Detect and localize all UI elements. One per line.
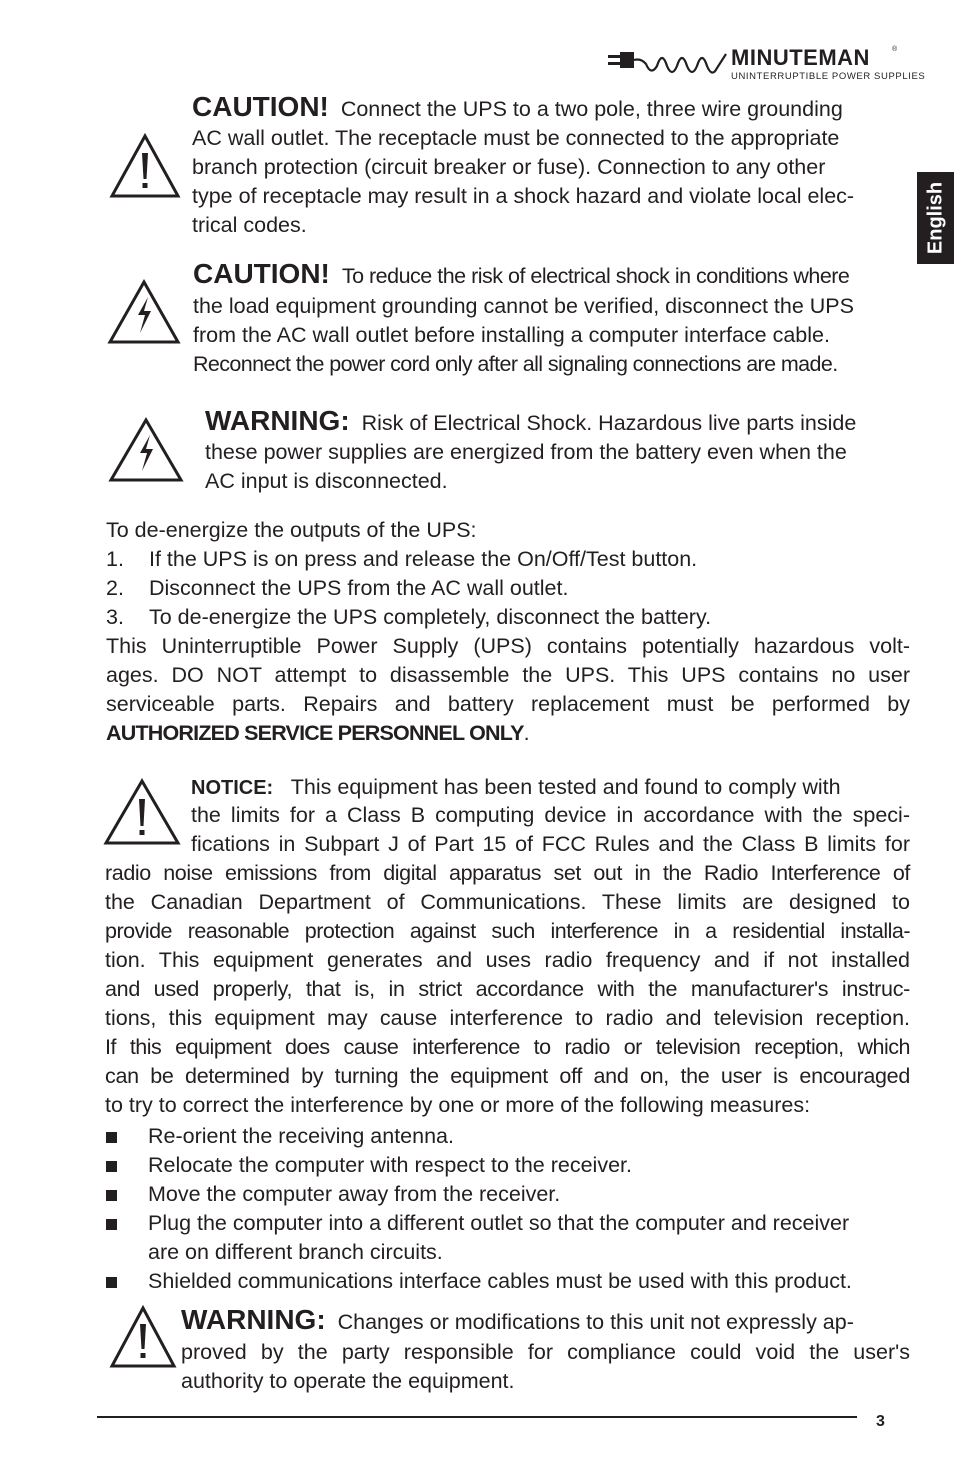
warning-text: AC input is disconnected.	[205, 469, 448, 493]
deenergize-intro: To de-energize the outputs of the UPS:	[106, 518, 477, 542]
notice-text: radio noise emissions from digital apparatus set out in the Radio Interference of	[105, 861, 910, 885]
step-number: 3.	[106, 605, 124, 629]
caution-text: the load equipment grounding cannot be verified, disconnect the UPS	[193, 294, 854, 318]
electrical-hazard-icon	[107, 279, 181, 345]
step-text: Disconnect the UPS from the AC wall outlet.	[149, 576, 569, 600]
ups-paragraph: serviceable parts. Repairs and battery replacement must be performed by	[106, 692, 910, 716]
square-bullet-icon	[106, 1190, 117, 1201]
notice-text: provide reasonable protection against such interference in a residential installa-	[105, 919, 910, 943]
list-item: Relocate the computer with respect to the receiver.	[148, 1153, 632, 1177]
exclamation-warning-icon	[109, 1305, 177, 1369]
step-number: 1.	[106, 547, 124, 571]
square-bullet-icon	[106, 1277, 117, 1288]
caution-text: To reduce the risk of electrical shock in conditions where	[341, 264, 850, 288]
caution-text: from the AC wall outlet before installing a computer interface cable.	[193, 323, 830, 347]
notice-text: This equipment has been tested and found to comply with	[290, 775, 841, 799]
ups-paragraph: This Uninterruptible Power Supply (UPS) contains potentially hazardous volt-	[106, 634, 910, 658]
warning-text: these power supplies are energized from the battery even when the	[205, 440, 847, 464]
notice-text: tion. This equipment generates and uses radio frequency and if not installed	[105, 948, 910, 972]
ups-paragraph: ages. DO NOT attempt to disassemble the UPS. This UPS contains no user	[106, 663, 910, 687]
notice-text: to try to correct the interference by one or more of the following measures:	[105, 1093, 811, 1117]
warning-heading: WARNING:	[205, 405, 350, 436]
warning-text: Risk of Electrical Shock. Hazardous live parts inside	[361, 411, 857, 435]
exclamation-warning-icon	[109, 133, 181, 199]
caution-text: Reconnect the power cord only after all signaling connections are made.	[193, 352, 838, 376]
list-item-continuation: are on different branch circuits.	[148, 1240, 443, 1264]
caution-text: branch protection (circuit breaker or fuse). Connection to any other	[192, 155, 826, 179]
power-plug-icon	[606, 46, 730, 80]
notice-heading: NOTICE:	[191, 777, 274, 799]
exclamation-warning-icon	[103, 778, 181, 846]
square-bullet-icon	[106, 1219, 117, 1230]
caution-text: Connect the UPS to a two pole, three wire grounding	[340, 97, 843, 121]
warning-heading: WARNING:	[181, 1304, 326, 1335]
caution-text: AC wall outlet. The receptacle must be connected to the appropriate	[192, 126, 840, 150]
warning-text: authority to operate the equipment.	[181, 1369, 515, 1393]
square-bullet-icon	[106, 1132, 117, 1143]
step-text: To de-energize the UPS completely, disconnect the battery.	[149, 605, 712, 629]
list-item: Plug the computer into a different outlet so that the computer and receiver	[148, 1211, 850, 1235]
caution-text: type of receptacle may result in a shock hazard and violate local elec-	[192, 184, 855, 208]
list-item: Move the computer away from the receiver.	[148, 1182, 561, 1206]
warning-text: Changes or modifications to this unit not expressly ap-	[337, 1310, 854, 1334]
language-tab-label: English	[924, 181, 946, 255]
list-item: Shielded communications interface cables must be used with this product.	[148, 1269, 852, 1293]
notice-text: can be determined by turning the equipment off and on, the user is encouraged	[105, 1064, 910, 1088]
caution-heading: CAUTION!	[193, 258, 330, 289]
list-item: Re-orient the receiving antenna.	[148, 1124, 454, 1148]
step-text: If the UPS is on press and release the On/Off/Test button.	[149, 547, 698, 571]
footer-rule	[97, 1416, 857, 1418]
page-number: 3	[876, 1413, 885, 1430]
brand-name: MINUTEMAN	[731, 45, 870, 70]
registered-mark: ®	[892, 46, 898, 53]
warning-text: proved by the party responsible for compliance could void the user's	[181, 1340, 910, 1364]
electrical-hazard-icon	[108, 417, 184, 483]
caution-heading: CAUTION!	[192, 91, 329, 122]
notice-text: the Canadian Department of Communications. These limits are designed to	[105, 890, 910, 914]
caution-text: trical codes.	[192, 213, 307, 237]
notice-text: tions, this equipment may cause interference to radio and television reception.	[105, 1006, 910, 1030]
period: .	[523, 721, 530, 745]
notice-text: and used properly, that is, in strict accordance with the manufacturer's instruc-	[105, 977, 910, 1001]
notice-text: If this equipment does cause interference to radio or television reception, which	[105, 1035, 910, 1059]
notice-text: the limits for a Class B computing device in accordance with the speci-	[191, 803, 910, 827]
square-bullet-icon	[106, 1161, 117, 1172]
notice-text: fications in Subpart J of Part 15 of FCC Rules and the Class B limits for	[191, 832, 910, 856]
authorized-personnel-text: AUTHORIZED SERVICE PERSONNEL ONLY	[106, 721, 524, 745]
step-number: 2.	[106, 576, 124, 600]
language-tab	[917, 172, 954, 264]
brand-tagline: UNINTERRUPTIBLE POWER SUPPLIES	[731, 71, 926, 82]
